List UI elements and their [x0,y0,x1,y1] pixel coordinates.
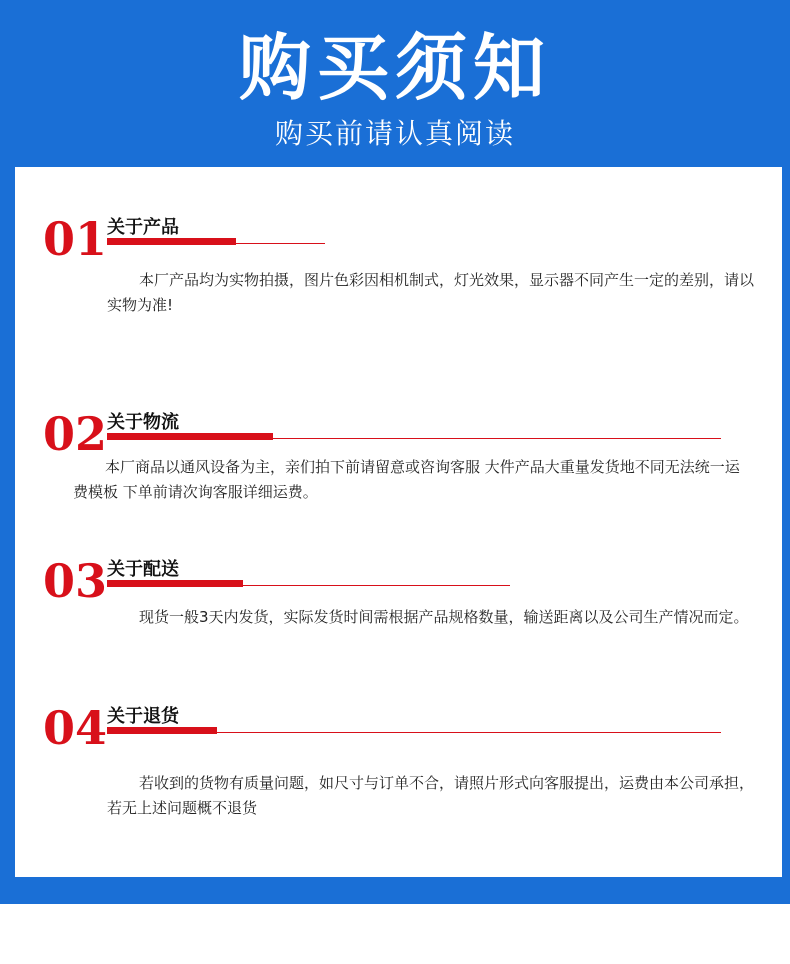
section-text: 若收到的货物有质量问题，如尺寸与订单不合，请照片形式向客服提出，运费由本公司承担，若无上述问题概不退货 [107,774,755,817]
section-number: 02 [43,407,108,461]
section-title: 关于物流 [107,412,179,433]
section-divider-accent [107,238,236,245]
section-title: 关于产品 [107,217,179,238]
section-title: 关于退货 [107,706,179,727]
page-title: 购买须知 [238,26,551,110]
section-divider-accent [107,580,243,587]
section-divider-accent [107,727,217,734]
section-number: 01 [43,212,108,266]
section-divider-accent [107,433,273,440]
page-subtitle: 购买前请认真阅读 [274,117,515,150]
section-title: 关于配送 [107,559,179,580]
content-panel [15,167,782,877]
section-text: 本厂商品以通风设备为主，亲们拍下前请留意或咨询客服 大件产品大重量发货地不同无法统一运费模板 下单前请次询客服详细运费。 [73,458,740,501]
section-number: 03 [43,554,108,608]
section-number: 04 [43,701,108,755]
section-text: 本厂产品均为实物拍摄，图片色彩因相机制式，灯光效果，显示器不同产生一定的差别，请以实物为准! [107,271,755,314]
section-text: 现货一般3天内发货，实际发货时间需根据产品规格数量，输送距离以及公司生产情况而定。 [139,608,749,626]
